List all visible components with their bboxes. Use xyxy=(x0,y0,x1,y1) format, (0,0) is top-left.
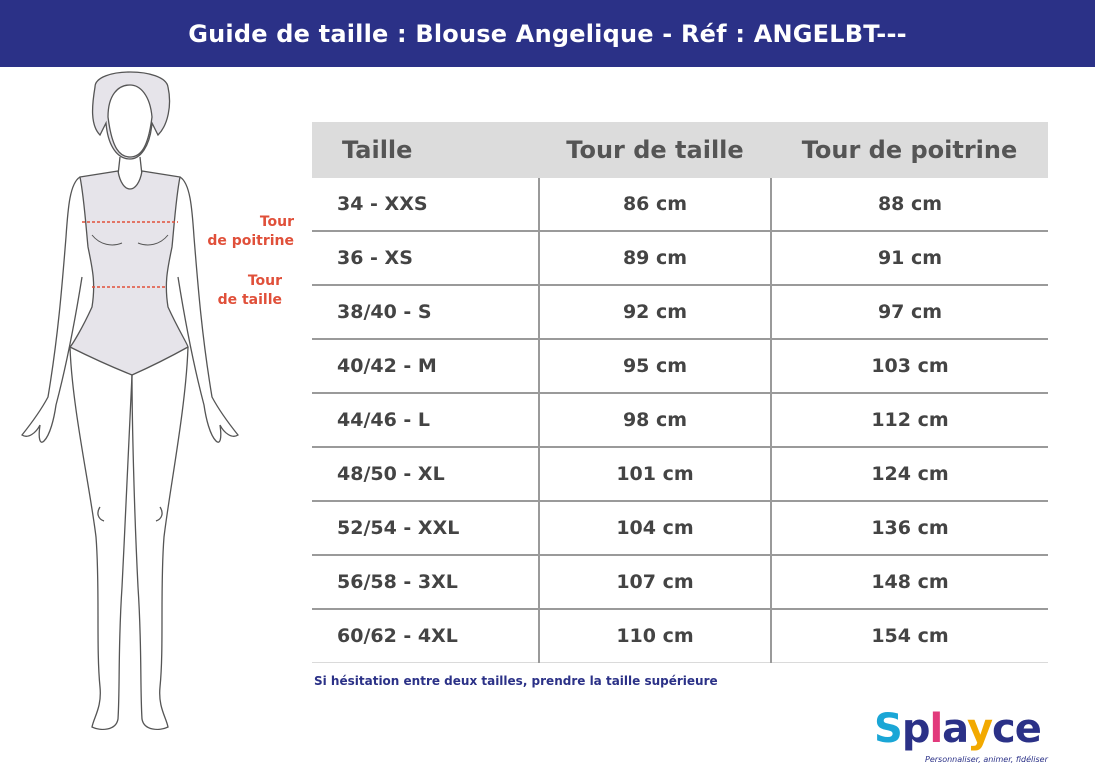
waist-cell: 86 cm xyxy=(539,178,771,231)
waist-cell: 98 cm xyxy=(539,393,771,447)
table-row xyxy=(312,285,1048,339)
size-cell: 40/42 - M xyxy=(312,339,539,393)
table-row xyxy=(312,609,1048,663)
body-figure xyxy=(0,67,310,767)
chest-cell: 103 cm xyxy=(771,339,1048,393)
page-title: Guide de taille : Blouse Angelique - Réf : ANGELBT--- xyxy=(188,19,907,48)
chest-label: Tour de poitrine xyxy=(207,214,294,249)
waist-label: Tour de taille xyxy=(217,273,282,308)
waist-cell: 110 cm xyxy=(539,609,771,663)
chest-cell: 124 cm xyxy=(771,447,1048,501)
chest-cell: 136 cm xyxy=(771,501,1048,555)
page-header xyxy=(0,0,1095,67)
chest-cell: 88 cm xyxy=(771,178,1048,231)
logo-letter: y xyxy=(966,706,993,752)
splayce-logo xyxy=(874,705,1054,767)
size-table-container xyxy=(312,122,1048,663)
header-size: Taille xyxy=(312,122,539,178)
chest-cell: 91 cm xyxy=(771,231,1048,285)
waist-cell: 95 cm xyxy=(539,339,771,393)
header-waist: Tour de taille xyxy=(539,122,771,178)
size-cell: 38/40 - S xyxy=(312,285,539,339)
table-row xyxy=(312,447,1048,501)
waist-cell: 101 cm xyxy=(539,447,771,501)
chest-cell: 148 cm xyxy=(771,555,1048,609)
chest-cell: 154 cm xyxy=(771,609,1048,663)
logo-letter: e xyxy=(1014,706,1041,752)
chest-cell: 112 cm xyxy=(771,393,1048,447)
table-row xyxy=(312,339,1048,393)
table-row xyxy=(312,555,1048,609)
body-outline-illustration xyxy=(0,67,310,767)
table-row xyxy=(312,501,1048,555)
size-cell: 34 - XXS xyxy=(312,178,539,231)
waist-cell: 92 cm xyxy=(539,285,771,339)
table-row xyxy=(312,393,1048,447)
logo-tagline: Personnaliser, animer, fidéliser xyxy=(925,755,1048,764)
logo-letter: c xyxy=(992,706,1015,752)
header-chest: Tour de poitrine xyxy=(771,122,1048,178)
size-cell: 36 - XS xyxy=(312,231,539,285)
size-cell: 60/62 - 4XL xyxy=(312,609,539,663)
table-header-row xyxy=(312,122,1048,178)
logo-letter: S xyxy=(874,706,902,752)
logo-letter: l xyxy=(929,706,943,752)
size-cell: 56/58 - 3XL xyxy=(312,555,539,609)
logo-letter: p xyxy=(901,706,930,752)
logo-letter: a xyxy=(942,706,967,752)
size-cell: 44/46 - L xyxy=(312,393,539,447)
size-advice-note: Si hésitation entre deux tailles, prendre la taille supérieure xyxy=(314,674,718,688)
size-cell: 52/54 - XXL xyxy=(312,501,539,555)
waist-cell: 107 cm xyxy=(539,555,771,609)
size-table xyxy=(312,122,1048,663)
size-cell: 48/50 - XL xyxy=(312,447,539,501)
table-row xyxy=(312,231,1048,285)
waist-cell: 89 cm xyxy=(539,231,771,285)
table-row xyxy=(312,178,1048,231)
waist-cell: 104 cm xyxy=(539,501,771,555)
logo-wordmark xyxy=(874,705,1041,753)
chest-cell: 97 cm xyxy=(771,285,1048,339)
